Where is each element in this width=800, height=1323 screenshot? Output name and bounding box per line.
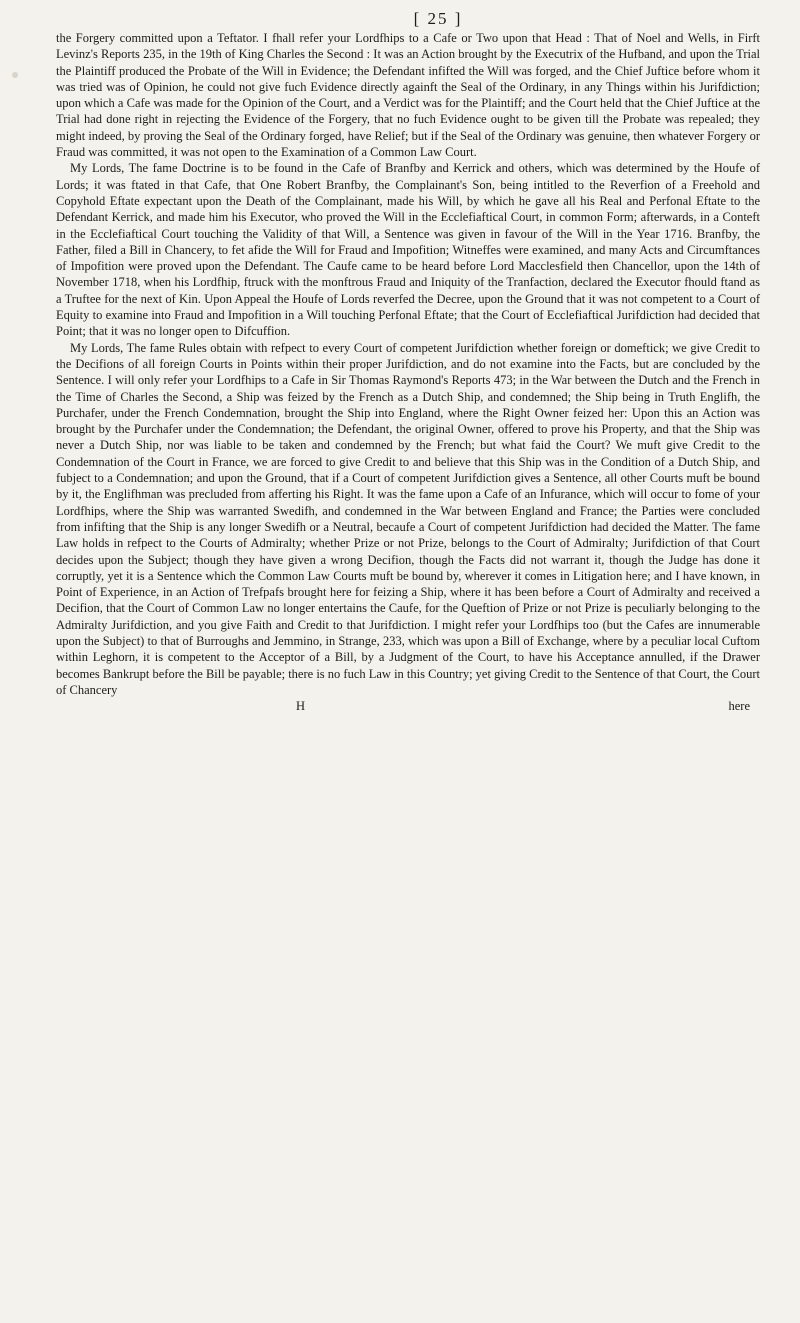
body-text xyxy=(56,30,760,698)
signature-mark: H xyxy=(296,699,306,714)
paragraph-1: the Forgery committed upon a Teftator. I fhall refer your Lordfhips to a Cafe or Two upon that Head : That of Noel and Wells, in Firft Levinz's Reports 235, in the 19th of King Charles the Second : It was an Action brought by the Executrix of the Hufband, and upon the Trial the Plaintiff produced the Probate of the Will in Evidence; the Defendant infifted the Will was forged, and the Chief Juftice before whom it was tried was of Opinion, he could not give fuch Evidence directly againft the Seal of the Ordinary, in any Things within his Jurifdiction; upon which a Cafe was made for the Opinion of the Court, and a Verdict was for the Plaintiff; and the Court held that the Chief Juftice at the Trial had done right in rejecting the Evidence of the Forgery, that no fuch Evidence ought to be given till the Probate was repealed; they might indeed, by proving the Seal of the Ordinary forged, have Relief; but if the Seal of the Ordinary was genuine, then whatever Forgery or Fraud was committed, it was not open to the Examination of a Common Law Court. xyxy=(56,31,760,160)
paragraph-2: My Lords, The fame Doctrine is to be found in the Cafe of Branfby and Kerrick and others, which was determined by the Houfe of Lords; it was ftated in that Cafe, that One Robert Branfby, the Complainant's Son, being intitled to the Reverfion of a Freehold and Copyhold Eftate expectant upon the Death of the Complainant, made his Will, by which he gave all his Real and Perfonal Eftate to the Defendant Kerrick, and made him his Executor, who proved the Will in the Ecclefiaftical Court, in common Form; afterwards, in a Conteft in the Ecclefiaftical Court touching the Validity of that Will, a Sentence was given in favour of the Will in the Year 1716. Branfby, the Father, filed a Bill in Chancery, to fet afide the Will for Fraud and Impofition; Witneffes were examined, and many Acts and Circumftances of Impofition were proved upon the Defendant. The Caufe came to be heard before Lord Macclesfield then Chancellor, upon the 14th of November 1718, when his Lordfhip, ftruck with the monftrous Fraud and Iniquity of the Tranfaction, declared the Executor fhould ftand as a Truftee for the next of Kin. Upon Appeal the Houfe of Lords reverfed the Decree, upon the Ground that it was not competent to a Court of Equity to examine into Fraud and Impofition in a Will touching Perfonal Eftate; that the Court of Ecclefiaftical Jurifdiction had decided that Point; that it was no longer open to Difcuffion. xyxy=(56,161,760,339)
catchword: here xyxy=(728,699,750,714)
page-number: [ 25 ] xyxy=(413,9,463,28)
page-footer xyxy=(56,698,760,714)
paper-speck xyxy=(12,72,18,78)
paragraph-3: My Lords, The fame Rules obtain with refpect to every Court of competent Jurifdiction whether foreign or domeftick; we give Credit to the Decifions of all foreign Courts in Points within their proper Jurifdiction, and do not examine into the Facts, but are concluded by the Sentence. I will only refer your Lordfhips to a Cafe in Sir Thomas Raymond's Reports 473; in the War between the Dutch and the French in the Time of Charles the Second, a Ship was feized by the French as a Dutch Ship, and condemned; the Ship being in Truth Englifh, the Purchafer, under the French Condemnation, brought the Ship into England, where the Right Owner feized her: Upon this an Action was brought by the Purchafer under the Condemnation; the Defendant, the original Owner, offered to prove his Property, and that the Ship was never a Dutch Ship, nor was liable to be taken and condemned by the French; but what faid the Court? We muft give Credit to the Condemnation of the Court in France, we are forced to give Credit to and believe that this Ship was in the Condition of a Dutch Ship, and fubject to a Condemnation; and upon the Ground, that if a Court of competent Jurifdiction gives a Sentence, all other Courts muft be bound by it, the Englifhman was precluded from afferting his Right. It was the fame upon a Cafe of an Infurance, which will occur to fome of your Lordfhips, where the Ship was warranted Swedifh, and condemned in the War between England and France; the Parties were concluded from infifting that the Ship is any longer Swedifh or a Neutral, becaufe a Court of competent Jurifdiction had decided the Matter. The fame Law holds in refpect to the Courts of Admiralty; whether Prize or not Prize, belongs to the Court of Admiralty; Jurifdiction of that Court decides upon the Subject; though they have given a wrong Decifion, though the Facts did not warrant it, though the Judge has done it corruptly, yet it is a Sentence which the Common Law Courts muft be bound by, wherever it comes in Litigation here; and I have known, in Point of Experience, in an Action of Trefpafs brought here for feizing a Ship, where it has been before a Court of Admiralty and received a Decifion, that the Court of Common Law no longer entertains the Caufe, for the Queftion of Prize or not Prize is peculiarly belonging to the Admiralty Jurifdiction, and you give Faith and Credit to that Jurifdiction. I might refer your Lordfhips too (but the Cafes are innumerable upon the Subject) to that of Burroughs and Jemmino, in Strange, 233, which was upon a Bill of Exchange, where by a peculiar local Cuftom within Leghorn, it is competent to the Acceptor of a Bill, by a Judgment of the Court, to have his Acceptance annulled, if the Drawer becomes Bankrupt before the Bill be payable; there is no fuch Law in this Country; yet giving Credit to the Sentence of that Court, the Court of Chancery xyxy=(56,340,761,697)
